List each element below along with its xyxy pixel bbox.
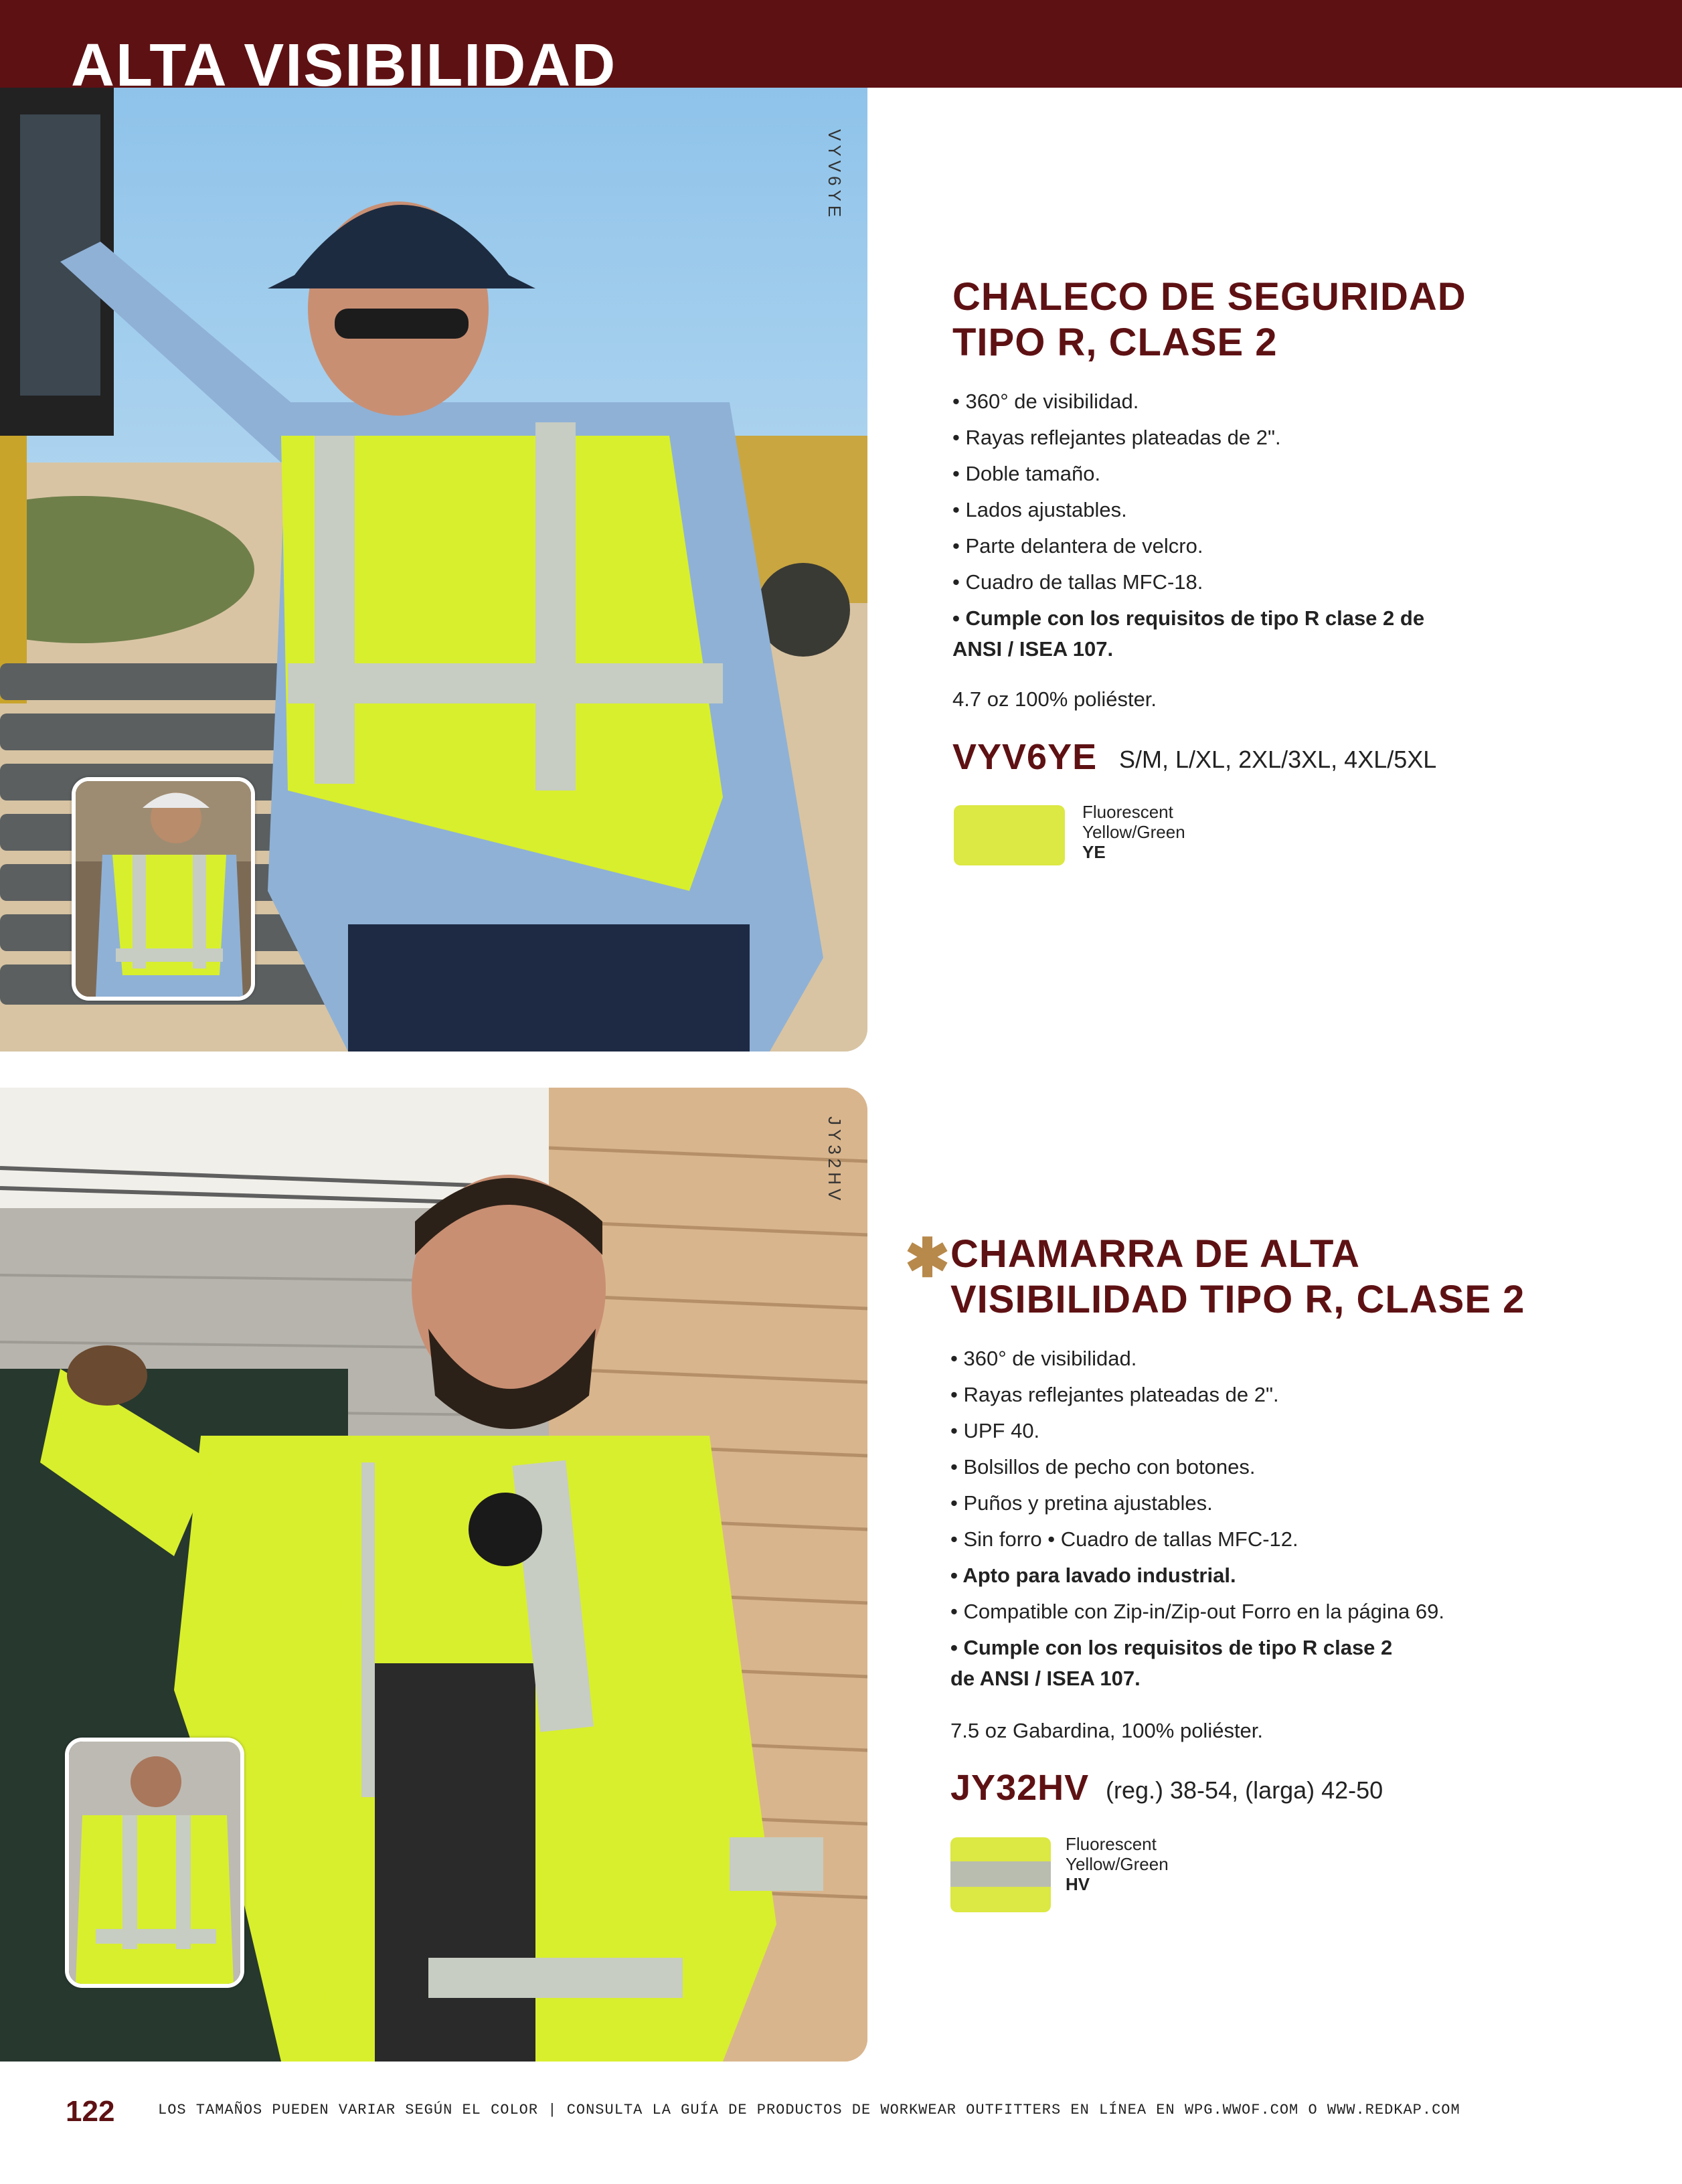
jacket-title-line-1: CHAMARRA DE ALTA: [950, 1232, 1361, 1276]
feature-item: • Rayas reflejantes plateadas de 2".: [950, 1383, 1279, 1406]
jacket-title-line-2: VISIBILIDAD TIPO R, CLASE 2: [950, 1278, 1525, 1321]
new-product-star-icon: ✱: [905, 1228, 950, 1288]
swatch-name-line-1: Fluorescent: [1066, 1834, 1157, 1854]
feature-item: • Puños y pretina ajustables.: [950, 1491, 1213, 1515]
swatch-name-line-1: Fluorescent: [1082, 802, 1173, 822]
swatch-name-line-2: Yellow/Green: [1082, 822, 1185, 842]
vest-code-vertical: VYV6YE: [825, 129, 845, 222]
feature-item: • Lados ajustables.: [952, 498, 1127, 521]
jacket-feature-list: [950, 1341, 1513, 1694]
swatch-reflective-stripe: [950, 1861, 1051, 1887]
vest-swatch-label: [1082, 802, 1185, 862]
page-title: ALTA VISIBILIDAD: [71, 32, 617, 99]
feature-item-compliance: • Cumple con los requisitos de tipo R clase 2 de ANSI / ISEA 107.: [952, 606, 1425, 661]
swatch-name-line-2: Yellow/Green: [1066, 1854, 1169, 1874]
vest-sizes: S/M, L/XL, 2XL/3XL, 4XL/5XL: [1119, 746, 1437, 773]
vest-product-code: VYV6YE: [952, 737, 1098, 777]
jacket-back-view-inset[interactable]: [65, 1738, 244, 1988]
feature-item: • Rayas reflejantes plateadas de 2".: [952, 426, 1281, 449]
vest-color-swatch[interactable]: [954, 805, 1065, 865]
feature-item: • UPF 40.: [950, 1419, 1040, 1442]
footer-note: LOS TAMAÑOS PUEDEN VARIAR SEGÚN EL COLOR | CONSULTA LA GUÍA DE PRODUCTOS DE WORKWEAR OUTFITTERS EN LÍNEA EN WPG.WWOF.COM O WWW.REDKAP.COM: [158, 2102, 1460, 2118]
jacket-color-swatch[interactable]: [950, 1837, 1051, 1912]
feature-item: • Bolsillos de pecho con botones.: [950, 1455, 1256, 1479]
jacket-swatch-label: [1066, 1834, 1169, 1894]
feature-item: • Doble tamaño.: [952, 462, 1101, 485]
vest-title-line-2: TIPO R, CLASE 2: [952, 321, 1278, 364]
vest-feature-list: [952, 384, 1501, 665]
swatch-code: YE: [1082, 842, 1106, 862]
feature-item: • Cuadro de tallas MFC-18.: [952, 570, 1203, 594]
jacket-product-code: JY32HV: [950, 1768, 1090, 1808]
feature-item: • 360° de visibilidad.: [952, 390, 1139, 413]
page-number: 122: [66, 2095, 115, 2128]
jacket-sizes: (reg.) 38-54, (larga) 42-50: [1106, 1776, 1383, 1804]
feature-item-industrial-wash: • Apto para lavado industrial.: [950, 1564, 1236, 1587]
swatch-code: HV: [1066, 1874, 1090, 1894]
feature-item: • 360° de visibilidad.: [950, 1347, 1137, 1370]
feature-item-compliance: • Cumple con los requisitos de tipo R clase 2 de ANSI / ISEA 107.: [950, 1636, 1393, 1690]
feature-item: • Sin forro • Cuadro de tallas MFC-12.: [950, 1527, 1298, 1551]
feature-item: • Parte delantera de velcro.: [952, 534, 1203, 558]
jacket-code-vertical: JY32HV: [825, 1116, 845, 1205]
jacket-title: [950, 1232, 1525, 1323]
vest-title: [952, 274, 1466, 365]
vest-back-view-inset[interactable]: [72, 777, 255, 1001]
feature-item-liner: • Compatible con Zip-in/Zip-out Forro en la página 69.: [950, 1600, 1445, 1623]
jacket-fabric: 7.5 oz Gabardina, 100% poliéster.: [950, 1719, 1264, 1742]
vest-title-line-1: CHALECO DE SEGURIDAD: [952, 275, 1466, 319]
vest-fabric: 4.7 oz 100% poliéster.: [952, 687, 1157, 711]
